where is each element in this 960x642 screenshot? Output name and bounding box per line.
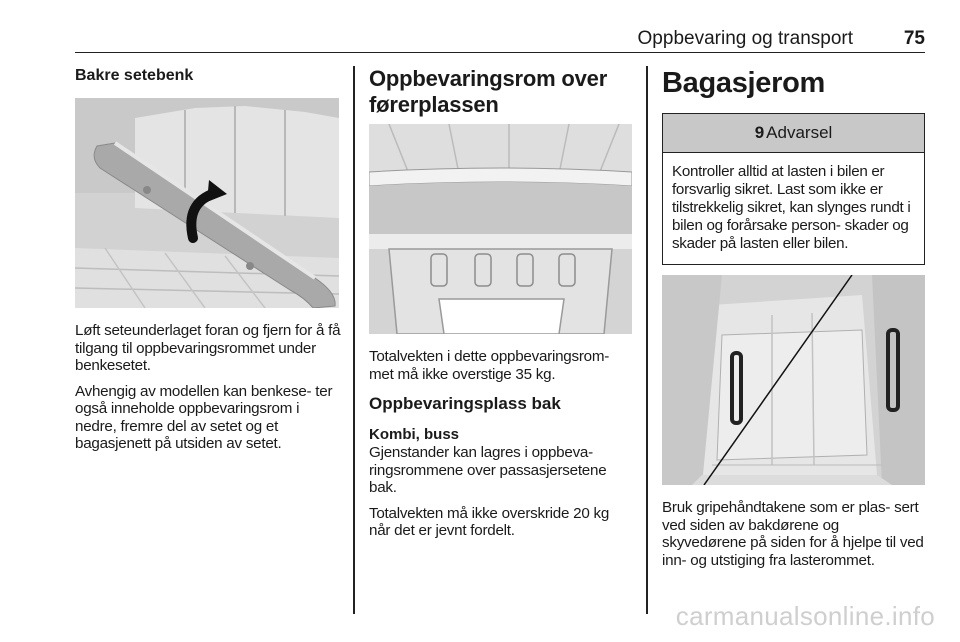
- paragraph: Gjenstander kan lagres i oppbeva- ringsrommene over passasjersetene bak.: [369, 444, 607, 496]
- heading-overhead-storage: Oppbevaringsrom over førerplassen: [369, 66, 608, 117]
- heading-rear-storage: Oppbevaringsplass bak: [369, 394, 561, 413]
- column-divider: [646, 66, 648, 614]
- section-title: Oppbevaring og transport: [637, 28, 853, 49]
- cargo-area-illustration: [662, 275, 925, 485]
- heading-luggage: Bagasjerom: [662, 67, 826, 99]
- watermark: carmanualsonline.info: [675, 601, 935, 631]
- warning-header: [663, 114, 924, 153]
- warning-box: [662, 113, 925, 265]
- warning-icon: 9: [754, 123, 765, 142]
- heading-kombi-buss: Kombi, buss: [369, 426, 460, 443]
- bench-illustration: [75, 98, 339, 308]
- heading-rear-bench: Bakre setebenk: [75, 67, 194, 84]
- warning-title: Advarsel: [766, 123, 833, 142]
- figure-caption: Totalvekten i dette oppbevaringsrom- met må ikke overstige 35 kg.: [369, 348, 610, 383]
- paragraph: Bruk gripehåndtakene som er plas- sert ved siden av bakdørene og skyvedørene på siden for å hjelpe til ved inn- og utstiging fra lasterommet.: [662, 499, 924, 569]
- paragraph: Løft seteunderlaget foran og fjern for å få tilgang til oppbevaringsrommet under benkesetet.: [75, 322, 341, 374]
- column-divider: [353, 66, 355, 614]
- paragraph: Avhengig av modellen kan benkese- ter også inneholde oppbevaringsrom i nedre, fremre del av setet og et bagasjenett på utsiden av setet.: [75, 382, 333, 452]
- overhead-storage-illustration: [369, 124, 632, 334]
- page-number: 75: [903, 28, 925, 49]
- warning-text: Kontroller alltid at lasten i bilen er forsvarlig sikret. Last som ikke er tilstrekkelig sikret, kan slynges rundt i bilen og forårsake person- skader og skader på lasten eller bilen.: [672, 163, 911, 252]
- page-header: [75, 26, 925, 53]
- column-overhead-storage: [369, 66, 633, 540]
- warning-body: [663, 153, 924, 264]
- paragraph: Totalvekten må ikke overskride 20 kg når det er jevnt fordelt.: [369, 504, 610, 539]
- column-luggage: [662, 66, 926, 569]
- column-rear-bench: [75, 66, 341, 453]
